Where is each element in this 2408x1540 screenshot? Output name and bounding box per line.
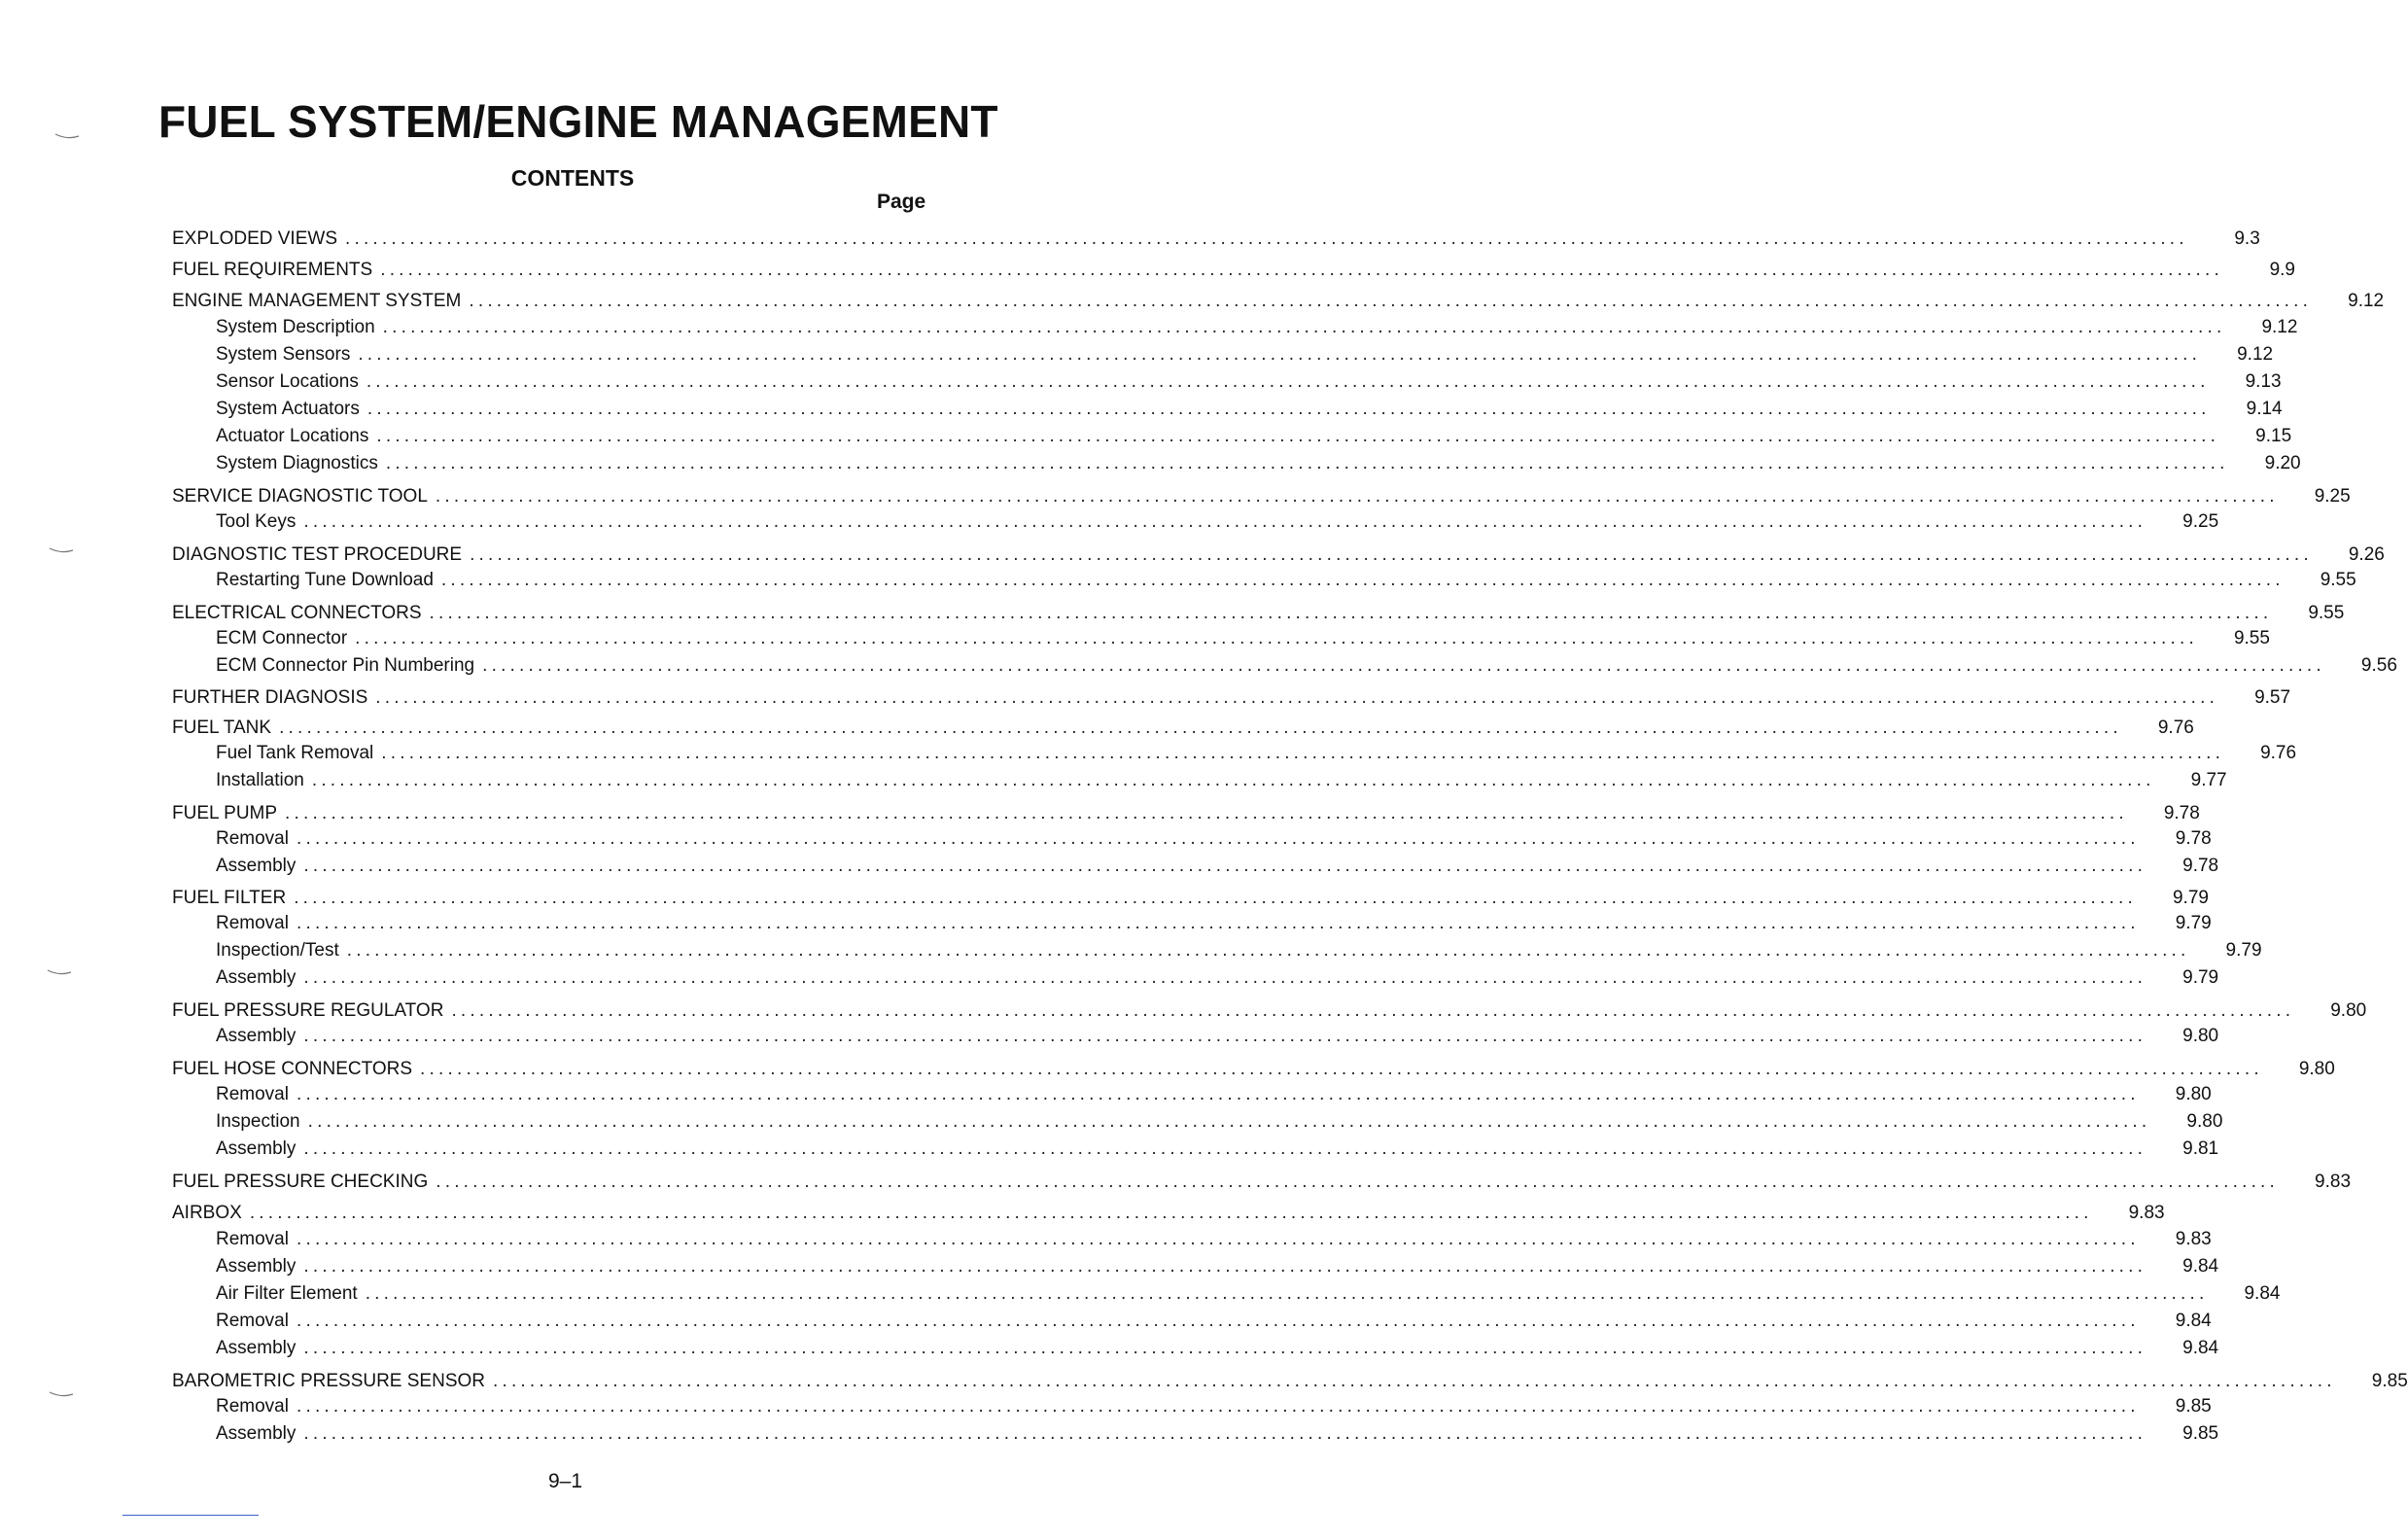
toc-leader-dots: ........................................................................................................................................................................................................: [249, 1203, 2093, 1223]
toc-entry-page: 9.85: [2182, 1423, 2219, 1444]
toc-entry-page: 9.14: [2246, 399, 2283, 419]
toc-leader-dots: ........................................................................................................................................................................................................: [381, 743, 2225, 763]
toc-entry-label: Assembly: [216, 967, 297, 988]
toc-leader-dots: ........................................................................................................................................................................................................: [296, 1396, 2140, 1417]
toc-leader-dots: ........................................................................................................................................................................................................: [382, 317, 2226, 337]
toc-section-entry: [172, 1371, 2408, 1394]
toc-section-entry: [172, 260, 2295, 283]
toc-entry-label: FUEL PRESSURE REGULATOR: [172, 1000, 444, 1021]
toc-subsection-entry: [216, 317, 2298, 340]
toc-subsection-entry: [216, 453, 2301, 476]
toc-entry-page: 9.76: [2157, 718, 2194, 738]
toc-leader-dots: ........................................................................................................................................................................................................: [296, 913, 2140, 933]
toc-entry-label: Removal: [216, 1396, 289, 1417]
toc-entry-label: Assembly: [216, 856, 297, 876]
toc-entry-page: 9.78: [2182, 856, 2219, 876]
toc-leader-dots: ........................................................................................................................................................................................................: [294, 888, 2137, 908]
toc-entry-page: 9.55: [2308, 603, 2345, 623]
toc-entry-page: 9.25: [2182, 511, 2219, 532]
toc-entry-label: System Diagnostics: [216, 453, 378, 473]
toc-leader-dots: ........................................................................................................................................................................................................: [303, 511, 2147, 532]
toc-section-entry: [172, 228, 2260, 252]
toc-section-entry: [172, 486, 2351, 509]
toc-leader-dots: ........................................................................................................................................................................................................: [493, 1371, 2336, 1391]
toc-subsection-entry: [216, 1423, 2219, 1447]
toc-subsection-entry: [216, 1283, 2281, 1307]
toc-leader-dots: ........................................................................................................................................................................................................: [303, 1338, 2147, 1358]
toc-entry-label: Restarting Tune Download: [216, 570, 434, 590]
toc-entry-label: SERVICE DIAGNOSTIC TOOL: [172, 486, 428, 507]
toc-entry-label: Removal: [216, 1229, 289, 1249]
toc-leader-dots: ........................................................................................................................................................................................................: [355, 628, 2198, 648]
toc-subsection-entry: [216, 1111, 2223, 1135]
toc-leader-dots: ........................................................................................................................................................................................................: [435, 486, 2279, 507]
toc-entry-page: 9.3: [2234, 228, 2260, 249]
toc-section-entry: [172, 718, 2194, 741]
toc-entry-page: 9.84: [2182, 1338, 2219, 1358]
toc-section-entry: [172, 1203, 2165, 1226]
toc-subsection-entry: [216, 1256, 2219, 1279]
toc-leader-dots: ........................................................................................................................................................................................................: [358, 344, 2202, 365]
toc-entry-label: Assembly: [216, 1138, 297, 1159]
toc-entry-page: 9.80: [2330, 1000, 2367, 1021]
toc-entry-page: 9.57: [2254, 687, 2291, 708]
toc-section-entry: [172, 803, 2200, 826]
toc-subsection-entry: [216, 1396, 2212, 1419]
toc-leader-dots: ........................................................................................................................................................................................................: [436, 1172, 2280, 1192]
toc-section-entry: [172, 1059, 2335, 1082]
toc-subsection-entry: [216, 570, 2356, 593]
toc-subsection-entry: [216, 1138, 2219, 1162]
toc-leader-dots: ........................................................................................................................................................................................................: [296, 828, 2140, 849]
toc-leader-dots: ........................................................................................................................................................................................................: [285, 803, 2128, 823]
toc-entry-page: 9.15: [2255, 426, 2292, 446]
toc-entry-label: Assembly: [216, 1338, 297, 1358]
toc-entry-label: System Actuators: [216, 399, 360, 419]
toc-entry-label: FUEL HOSE CONNECTORS: [172, 1059, 413, 1079]
toc-subsection-entry: [216, 967, 2219, 991]
toc-entry-label: Air Filter Element: [216, 1283, 358, 1304]
toc-section-entry: [172, 603, 2345, 626]
toc-subsection-entry: [216, 655, 2397, 679]
scan-mark-icon: [49, 546, 74, 554]
toc-entry-page: 9.12: [2261, 317, 2298, 337]
toc-entry-label: Removal: [216, 1084, 289, 1104]
toc-subsection-entry: [216, 511, 2219, 535]
toc-subsection-entry: [216, 1338, 2219, 1361]
toc-entry-page: 9.79: [2175, 913, 2212, 933]
toc-entry-label: System Description: [216, 317, 375, 337]
toc-entry-label: Removal: [216, 913, 289, 933]
page-title: FUEL SYSTEM/ENGINE MANAGEMENT: [158, 96, 998, 147]
toc-leader-dots: ........................................................................................................................................................................................................: [311, 770, 2155, 790]
toc-entry-label: FUEL PUMP: [172, 803, 278, 823]
toc-section-entry: [172, 687, 2291, 711]
toc-leader-dots: ........................................................................................................................................................................................................: [375, 687, 2219, 708]
toc-subsection-entry: [216, 371, 2282, 395]
toc-entry-page: 9.12: [2237, 344, 2274, 365]
toc-section-entry: [172, 291, 2385, 314]
toc-entry-page: 9.79: [2172, 888, 2209, 908]
toc-subsection-entry: [216, 1084, 2212, 1107]
toc-entry-page: 9.80: [2175, 1084, 2212, 1104]
toc-subsection-entry: [216, 940, 2262, 963]
contents-heading: CONTENTS: [510, 165, 635, 191]
toc-entry-label: Assembly: [216, 1256, 297, 1277]
toc-entry-label: ENGINE MANAGEMENT SYSTEM: [172, 291, 462, 311]
toc-leader-dots: ........................................................................................................................................................................................................: [376, 426, 2220, 446]
toc-entry-label: FUEL PRESSURE CHECKING: [172, 1172, 429, 1192]
toc-entry-label: Actuator Locations: [216, 426, 369, 446]
toc-entry-page: 9.79: [2225, 940, 2262, 961]
bottom-edge-line: [122, 1515, 259, 1516]
toc-entry-label: ELECTRICAL CONNECTORS: [172, 603, 422, 623]
toc-leader-dots: ........................................................................................................................................................................................................: [303, 856, 2147, 876]
toc-subsection-entry: [216, 399, 2283, 422]
toc-entry-page: 9.12: [2348, 291, 2385, 311]
toc-entry-page: 9.80: [2186, 1111, 2223, 1132]
toc-entry-label: EXPLODED VIEWS: [172, 228, 337, 249]
toc-section-entry: [172, 544, 2385, 568]
toc-entry-page: 9.80: [2182, 1026, 2219, 1046]
toc-leader-dots: ........................................................................................................................................................................................................: [366, 399, 2211, 419]
toc-entry-page: 9.78: [2175, 828, 2212, 849]
toc-leader-dots: ........................................................................................................................................................................................................: [451, 1000, 2295, 1021]
toc-subsection-entry: [216, 628, 2270, 651]
toc-leader-dots: ........................................................................................................................................................................................................: [303, 1423, 2147, 1444]
toc-subsection-entry: [216, 426, 2292, 449]
toc-entry-page: 9.80: [2298, 1059, 2335, 1079]
toc-leader-dots: ........................................................................................................................................................................................................: [346, 940, 2190, 961]
toc-subsection-entry: [216, 1311, 2212, 1334]
toc-subsection-entry: [216, 770, 2227, 793]
toc-entry-page: 9.76: [2260, 743, 2297, 763]
toc-entry-label: FUEL FILTER: [172, 888, 287, 908]
toc-entry-label: Assembly: [216, 1423, 297, 1444]
scan-mark-icon: [54, 132, 80, 140]
toc-section-entry: [172, 1172, 2352, 1195]
toc-leader-dots: ........................................................................................................................................................................................................: [303, 1026, 2147, 1046]
toc-entry-page: 9.85: [2371, 1371, 2408, 1391]
toc-entry-page: 9.78: [2163, 803, 2200, 823]
scan-mark-icon: [47, 968, 72, 976]
toc-entry-page: 9.77: [2190, 770, 2227, 790]
toc-entry-label: Fuel Tank Removal: [216, 743, 374, 763]
toc-leader-dots: ........................................................................................................................................................................................................: [469, 291, 2313, 311]
toc-leader-dots: ........................................................................................................................................................................................................: [307, 1111, 2151, 1132]
page-column-heading: Page: [877, 191, 926, 213]
toc-leader-dots: ........................................................................................................................................................................................................: [385, 453, 2229, 473]
toc-leader-dots: ........................................................................................................................................................................................................: [429, 603, 2273, 623]
toc-section-entry: [172, 888, 2209, 911]
toc-entry-label: BAROMETRIC PRESSURE SENSOR: [172, 1371, 485, 1391]
toc-leader-dots: ........................................................................................................................................................................................................: [482, 655, 2325, 676]
toc-leader-dots: ........................................................................................................................................................................................................: [303, 967, 2147, 988]
toc-entry-label: Inspection: [216, 1111, 300, 1132]
toc-entry-label: AIRBOX: [172, 1203, 242, 1223]
toc-leader-dots: ........................................................................................................................................................................................................: [440, 570, 2285, 590]
toc-leader-dots: ........................................................................................................................................................................................................: [365, 1283, 2209, 1304]
toc-leader-dots: ........................................................................................................................................................................................................: [380, 260, 2223, 280]
toc-leader-dots: ........................................................................................................................................................................................................: [303, 1138, 2147, 1159]
toc-subsection-entry: [216, 344, 2274, 368]
toc-entry-page: 9.56: [2360, 655, 2397, 676]
toc-leader-dots: ........................................................................................................................................................................................................: [470, 544, 2313, 565]
toc-entry-page: 9.85: [2175, 1396, 2212, 1417]
scan-mark-icon: [49, 1390, 74, 1398]
toc-subsection-entry: [216, 1229, 2212, 1252]
toc-entry-page: 9.55: [2233, 628, 2270, 648]
toc-entry-page: 9.83: [2175, 1229, 2212, 1249]
toc-entry-page: 9.13: [2245, 371, 2282, 392]
toc-subsection-entry: [216, 913, 2212, 936]
toc-entry-label: FUEL TANK: [172, 718, 272, 738]
toc-entry-label: ECM Connector Pin Numbering: [216, 655, 475, 676]
toc-leader-dots: ........................................................................................................................................................................................................: [296, 1229, 2140, 1249]
toc-entry-page: 9.26: [2348, 544, 2385, 565]
toc-entry-label: System Sensors: [216, 344, 351, 365]
toc-entry-page: 9.84: [2175, 1311, 2212, 1331]
toc-leader-dots: ........................................................................................................................................................................................................: [366, 371, 2210, 392]
toc-entry-label: FUEL REQUIREMENTS: [172, 260, 373, 280]
toc-entry-label: Removal: [216, 1311, 289, 1331]
toc-leader-dots: ........................................................................................................................................................................................................: [420, 1059, 2263, 1079]
toc-entry-label: ECM Connector: [216, 628, 348, 648]
toc-entry-label: Assembly: [216, 1026, 297, 1046]
toc-section-entry: [172, 1000, 2367, 1024]
toc-leader-dots: ........................................................................................................................................................................................................: [296, 1311, 2140, 1331]
toc-entry-page: 9.83: [2128, 1203, 2165, 1223]
toc-entry-page: 9.9: [2269, 260, 2295, 280]
toc-subsection-entry: [216, 856, 2219, 879]
toc-entry-label: Sensor Locations: [216, 371, 359, 392]
toc-entry-page: 9.25: [2314, 486, 2351, 507]
toc-entry-label: DIAGNOSTIC TEST PROCEDURE: [172, 544, 463, 565]
toc-leader-dots: ........................................................................................................................................................................................................: [279, 718, 2122, 738]
toc-leader-dots: ........................................................................................................................................................................................................: [296, 1084, 2140, 1104]
toc-entry-page: 9.20: [2264, 453, 2301, 473]
toc-leader-dots: ........................................................................................................................................................................................................: [303, 1256, 2147, 1277]
toc-subsection-entry: [216, 743, 2297, 766]
toc-entry-page: 9.79: [2182, 967, 2219, 988]
toc-entry-label: Tool Keys: [216, 511, 297, 532]
footer-page-number: 9–1: [548, 1470, 583, 1492]
toc-subsection-entry: [216, 1026, 2219, 1049]
toc-entry-page: 9.84: [2182, 1256, 2219, 1277]
toc-entry-page: 9.84: [2244, 1283, 2281, 1304]
toc-entry-label: FURTHER DIAGNOSIS: [172, 687, 368, 708]
toc-entry-label: Removal: [216, 828, 289, 849]
toc-entry-page: 9.83: [2315, 1172, 2352, 1192]
toc-leader-dots: ........................................................................................................................................................................................................: [345, 228, 2188, 249]
toc-entry-page: 9.55: [2320, 570, 2356, 590]
toc-entry-label: Installation: [216, 770, 304, 790]
toc-entry-page: 9.81: [2182, 1138, 2219, 1159]
toc-subsection-entry: [216, 828, 2212, 852]
toc-entry-label: Inspection/Test: [216, 940, 339, 961]
